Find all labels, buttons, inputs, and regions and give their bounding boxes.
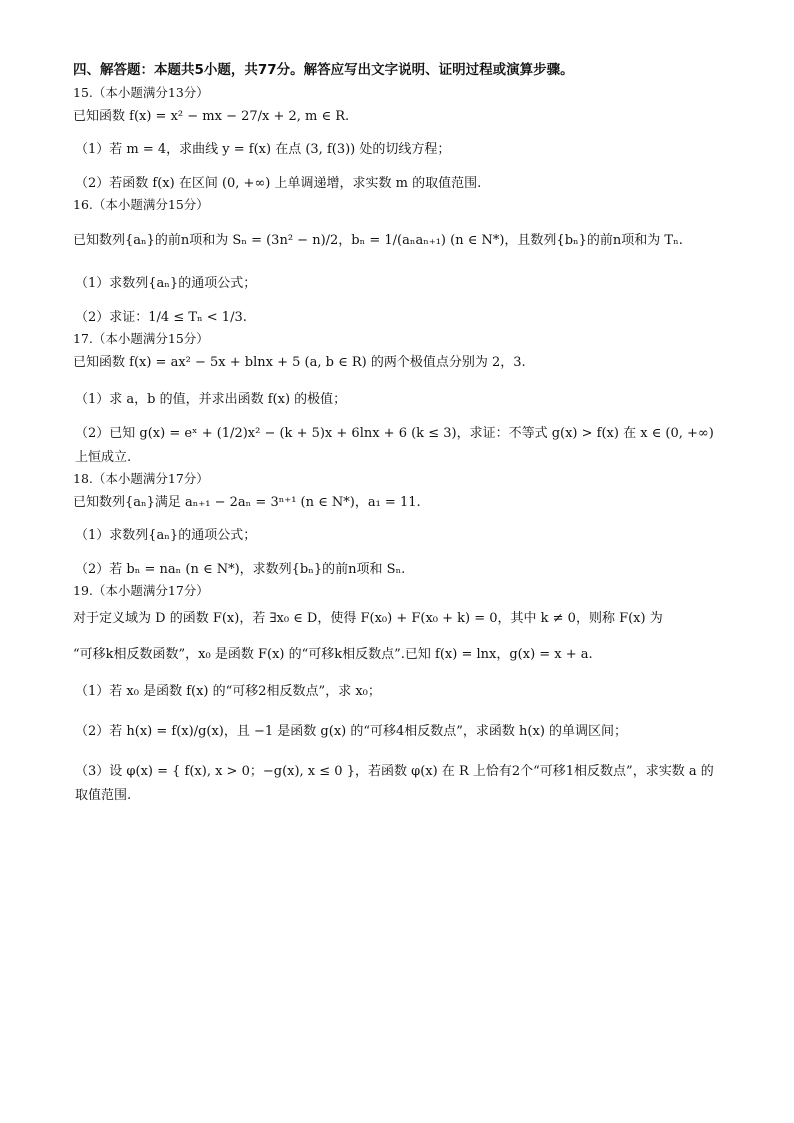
problem-part: （2）若 bₙ = naₙ (n ∈ N*)，求数列{bₙ}的前n项和 Sₙ.	[75, 562, 406, 577]
problem-part: （1）若 m = 4，求曲线 y = f(x) 在点 (3, f(3)) 处的切线方程；	[75, 142, 451, 157]
problem-header: 19.（本小题满分17分）	[73, 583, 209, 598]
problem-stem: 已知函数 f(x) = ax² − 5x + blnx + 5 (a, b ∈ R) 的两个极值点分别为 2，3.	[73, 355, 526, 370]
problem-stem: 已知数列{aₙ}的前n项和为 Sₙ = (3n² − n)/2，bₙ = 1/(aₙaₙ₊₁) (n ∈ N*)，且数列{bₙ}的前n项和为 Tₙ.	[73, 233, 683, 248]
problem-part: （3）设 φ(x) = { f(x), x > 0；−g(x), x ≤ 0 }，若函数 φ(x) 在 R 上恰有2个“可移1相反数点”，求实数 a 的取值范围.	[75, 764, 714, 803]
problem-stem: 已知函数 f(x) = x² − mx − 27/x + 2, m ∈ R.	[73, 109, 350, 124]
problem-part: （1）求数列{aₙ}的通项公式；	[75, 528, 257, 543]
problem-19	[73, 582, 723, 808]
problem-header: 17.（本小题满分15分）	[73, 331, 209, 346]
problem-header: 15.（本小题满分13分）	[73, 85, 209, 100]
problem-stem-continued: “可移k相反数函数”，x₀ 是函数 F(x) 的“可移k相反数点”.已知 f(x) = lnx，g(x) = x + a.	[73, 647, 593, 662]
problem-header: 18.（本小题满分17分）	[73, 471, 209, 486]
problem-part: （2）已知 g(x) = eˣ + (1/2)x² − (k + 5)x + 6lnx + 6 (k ≤ 3)，求证：不等式 g(x) > f(x) 在 x ∈ (0, +∞) 上恒成立.	[75, 426, 714, 465]
problem-17	[73, 330, 723, 470]
problem-part: （2）若 h(x) = f(x)/g(x)，且 −1 是函数 g(x) 的“可移4相反数点”，求函数 h(x) 的单调区间；	[75, 724, 628, 739]
problem-part: （1）若 x₀ 是函数 f(x) 的“可移2相反数点”，求 x₀；	[75, 684, 381, 699]
problem-part: （2）求证：1/4 ≤ Tₙ < 1/3.	[75, 310, 247, 325]
problem-part: （1）求数列{aₙ}的通项公式；	[75, 276, 257, 291]
problem-part: （2）若函数 f(x) 在区间 (0, +∞) 上单调递增，求实数 m 的取值范围.	[75, 176, 482, 191]
exam-page	[73, 60, 723, 808]
problem-15	[73, 84, 723, 196]
section-title: 四、解答题：本题共5小题，共77分。解答应写出文字说明、证明过程或演算步骤。	[73, 62, 574, 78]
problem-part: （1）求 a，b 的值，并求出函数 f(x) 的极值；	[75, 392, 347, 407]
problem-stem: 对于定义域为 D 的函数 F(x)，若 ∃x₀ ∈ D，使得 F(x₀) + F(x₀ + k) = 0，其中 k ≠ 0，则称 F(x) 为	[73, 611, 663, 626]
problem-16	[73, 196, 723, 330]
problem-header: 16.（本小题满分15分）	[73, 197, 209, 212]
problem-stem: 已知数列{aₙ}满足 aₙ₊₁ − 2aₙ = 3ⁿ⁺¹ (n ∈ N*)，a₁ = 11.	[73, 495, 421, 510]
problem-18	[73, 470, 723, 582]
